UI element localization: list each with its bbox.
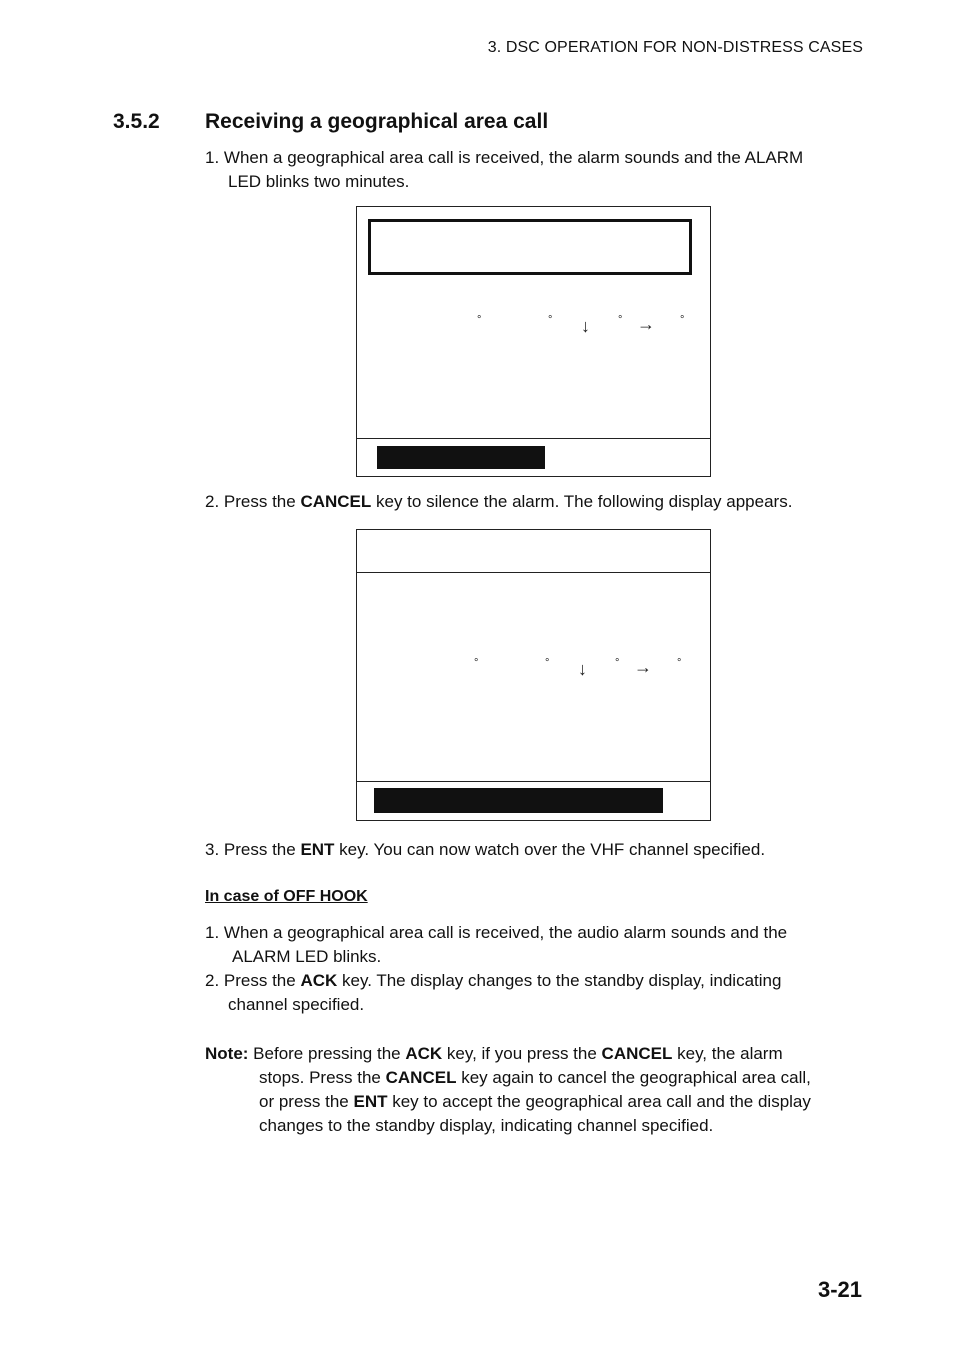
step-3-text: key. You can now watch over the VHF channel specified. xyxy=(334,840,766,859)
cancel-key-label: CANCEL xyxy=(300,492,372,511)
alarm-message-box xyxy=(368,219,692,275)
highlight-bar xyxy=(377,446,545,469)
note-text: key to accept the geographical area call and the display xyxy=(387,1092,811,1111)
arrow-right-icon: → xyxy=(634,657,652,677)
note-line-1 xyxy=(205,1042,875,1066)
note-text: or press the xyxy=(259,1092,354,1111)
arrow-right-icon: → xyxy=(637,314,655,334)
step-3-text: 3. Press the xyxy=(205,840,301,859)
arrow-down-icon: ↓ xyxy=(578,659,587,679)
step-2-text: 2. Press the xyxy=(205,492,301,511)
note-text: key again to cancel the geographical area call, xyxy=(456,1068,811,1087)
alarm-display-screen xyxy=(356,206,711,477)
ent-key-label: ENT xyxy=(300,840,335,859)
step-1-line-2: LED blinks two minutes. xyxy=(228,172,410,191)
off-hook-step-2-text: key. The display changes to the standby display, indicating xyxy=(337,971,782,990)
arrow-down-icon: ↓ xyxy=(581,316,590,336)
ack-key-label: ACK xyxy=(300,971,338,990)
degree-symbol: ° xyxy=(615,657,620,669)
off-hook-step-2-line-2: channel specified. xyxy=(228,995,365,1014)
step-1 xyxy=(205,146,875,194)
note-label: Note: xyxy=(205,1044,249,1063)
highlight-bar xyxy=(374,788,663,813)
off-hook-step-1-line-1: 1. When a geographical area call is received, the audio alarm sounds and the xyxy=(205,923,788,942)
step-1-line-1: 1. When a geographical area call is received, the alarm sounds and the ALARM xyxy=(205,148,804,167)
off-hook-step-2-text: 2. Press the xyxy=(205,971,301,990)
cancel-key-label: CANCEL xyxy=(601,1044,673,1063)
degree-symbol: ° xyxy=(474,657,479,669)
section-number: 3.5.2 xyxy=(113,110,160,133)
screen-divider xyxy=(357,438,710,439)
note-text: Before pressing the xyxy=(248,1044,406,1063)
degree-symbol: ° xyxy=(677,657,682,669)
ack-key-label: ACK xyxy=(405,1044,443,1063)
note-line-4: changes to the standby display, indicating channel specified. xyxy=(259,1116,714,1135)
ent-key-label: ENT xyxy=(353,1092,388,1111)
step-2 xyxy=(205,490,875,514)
step-3 xyxy=(205,838,875,862)
screen-divider xyxy=(357,781,710,782)
degree-symbol: ° xyxy=(548,314,553,326)
degree-symbol: ° xyxy=(618,314,623,326)
off-hook-steps xyxy=(205,921,875,1017)
note-block xyxy=(205,1042,875,1138)
off-hook-step-2-line-1 xyxy=(205,969,875,993)
degree-symbol: ° xyxy=(680,314,685,326)
cancel-key-label: CANCEL xyxy=(385,1068,457,1087)
screen-divider xyxy=(357,572,710,573)
note-text: key, the alarm xyxy=(672,1044,783,1063)
degree-symbol: ° xyxy=(477,314,482,326)
note-text: key, if you press the xyxy=(442,1044,602,1063)
off-hook-step-1-line-2: ALARM LED blinks. xyxy=(232,947,382,966)
note-line-3 xyxy=(205,1090,875,1114)
page-number: 3-21 xyxy=(817,1277,862,1302)
note-text: stops. Press the xyxy=(259,1068,386,1087)
degree-symbol: ° xyxy=(545,657,550,669)
call-info-screen xyxy=(356,529,711,821)
note-line-2 xyxy=(205,1066,875,1090)
off-hook-heading: In case of OFF HOOK xyxy=(205,888,368,905)
step-2-text: key to silence the alarm. The following display appears. xyxy=(371,492,793,511)
running-header: 3. DSC OPERATION FOR NON-DISTRESS CASES xyxy=(487,39,863,56)
section-title: Receiving a geographical area call xyxy=(205,110,549,133)
